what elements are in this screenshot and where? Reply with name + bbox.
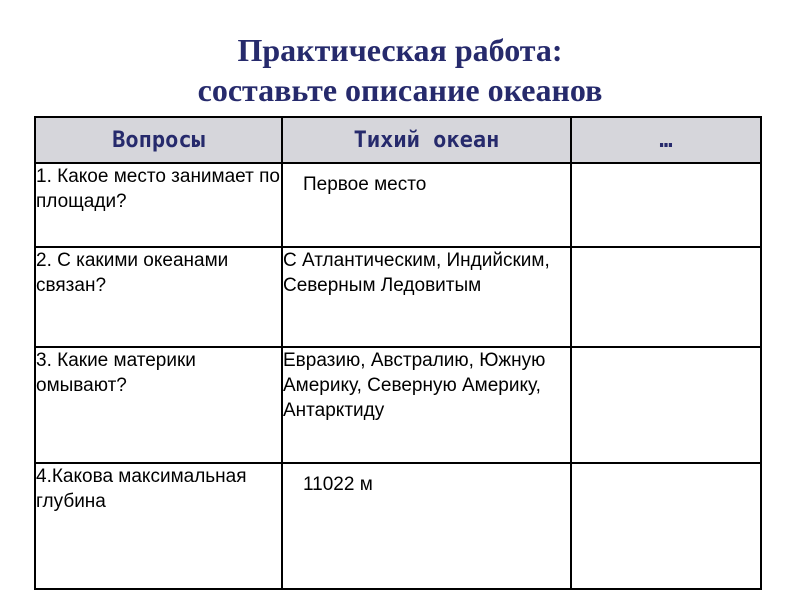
ocean-description-table: [34, 116, 762, 590]
answer-cell: 11022 м: [282, 463, 571, 589]
question-cell: 1. Какое место занимает по площади?: [35, 163, 282, 247]
question-cell: 3. Какие материки омывают?: [35, 347, 282, 463]
answer-cell: Евразию, Австралию, Южную Америку, Северную Америку, Антарктиду: [282, 347, 571, 463]
answer-cell: С Атлантическим, Индийским, Северным Ледовитым: [282, 247, 571, 347]
answer-cell: Первое место: [282, 163, 571, 247]
extra-cell: [571, 463, 761, 589]
extra-cell: [571, 247, 761, 347]
table-header-row: [35, 117, 761, 163]
slide-title: [0, 30, 800, 110]
slide-title-line-1: Практическая работа:: [237, 32, 563, 68]
question-cell: 4.Какова максимальная глубина: [35, 463, 282, 589]
table-row: [35, 247, 761, 347]
slide-title-line-2: составьте описание океанов: [197, 72, 603, 108]
header-ellipsis: …: [571, 117, 761, 163]
extra-cell: [571, 163, 761, 247]
table-row: [35, 163, 761, 247]
table-row: [35, 463, 761, 589]
table-row: [35, 347, 761, 463]
extra-cell: [571, 347, 761, 463]
header-questions: Вопросы: [35, 117, 282, 163]
question-cell: 2. С какими океанами связан?: [35, 247, 282, 347]
header-pacific-ocean: Тихий океан: [282, 117, 571, 163]
